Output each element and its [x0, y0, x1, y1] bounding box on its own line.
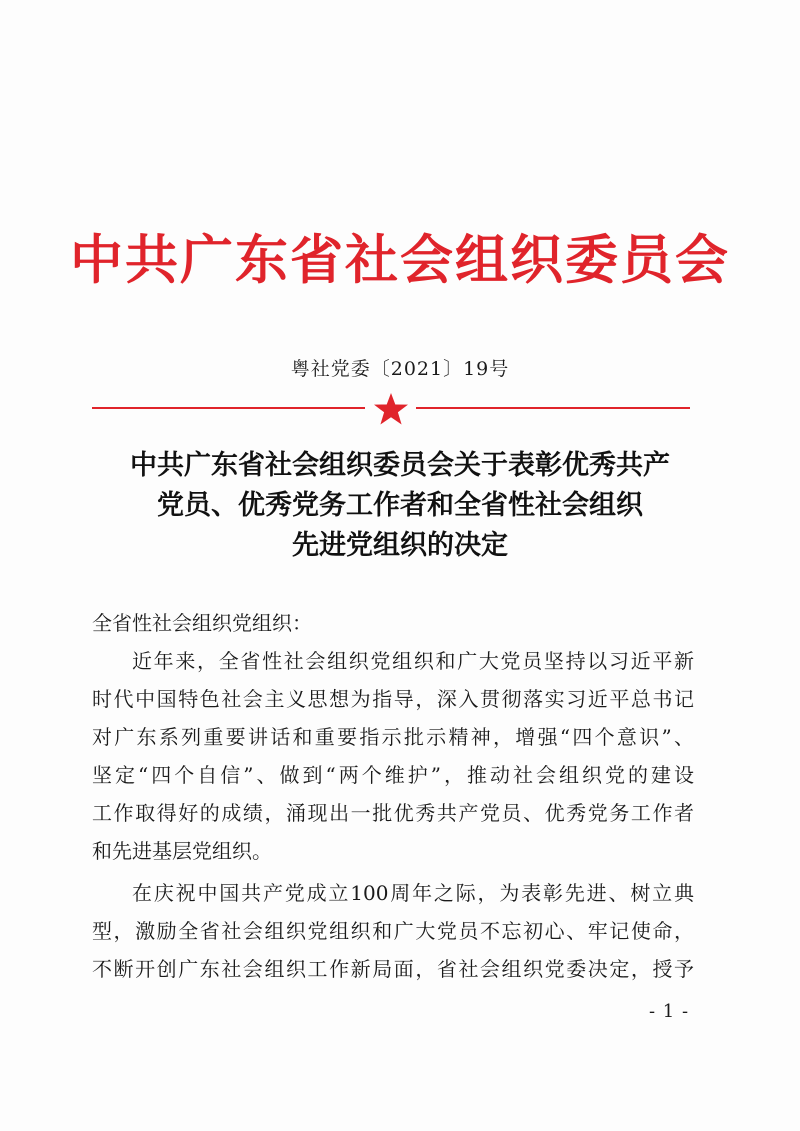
- paragraph-line: 时代中国特色社会主义思想为指导，深入贯彻落实习近平总书记: [92, 687, 694, 711]
- issuer-red-header: 中共广东省社会组织委员会: [70, 230, 730, 291]
- red-rule-right: [416, 407, 690, 409]
- document-body: [92, 604, 694, 988]
- paragraph-line: 近年来，全省性社会组织党组织和广大党员坚持以习近平新: [132, 649, 694, 673]
- red-rule-left: [92, 407, 365, 409]
- document-number: 粤社党委〔2021〕19号: [290, 358, 510, 380]
- paragraph-line: 工作取得好的成绩，涌现出一批优秀共产党员、优秀党务工作者: [92, 801, 694, 825]
- title-line: 先进党组织的决定: [292, 530, 508, 561]
- paragraph-line: 在庆祝中国共产党成立100周年之际，为表彰先进、树立典: [132, 881, 694, 905]
- document-title: [60, 446, 740, 566]
- paragraph-1: [92, 642, 694, 870]
- title-line: 党员、优秀党务工作者和全省性社会组织: [157, 490, 643, 521]
- title-line: 中共广东省社会组织委员会关于表彰优秀共产: [130, 450, 670, 481]
- paragraph-line: 不断开创广东社会组织工作新局面，省社会组织党委决定，授予: [92, 957, 694, 981]
- paragraph-line: 对广东系列重要讲话和重要指示批示精神，增强“四个意识”、: [92, 725, 694, 749]
- page-number: - 1 -: [649, 1001, 690, 1022]
- paragraph-line: 和先进基层党组织。: [92, 839, 272, 863]
- paragraph-2: [92, 874, 694, 988]
- red-star-icon: [372, 392, 410, 426]
- paragraph-line: 坚定“四个自信”、做到“两个维护”，推动社会组织党的建设: [92, 763, 694, 787]
- paragraph-line: 型，激励全省社会组织党组织和广大党员不忘初心、牢记使命，: [92, 919, 694, 943]
- salutation: 全省性社会组织党组织：: [92, 611, 312, 635]
